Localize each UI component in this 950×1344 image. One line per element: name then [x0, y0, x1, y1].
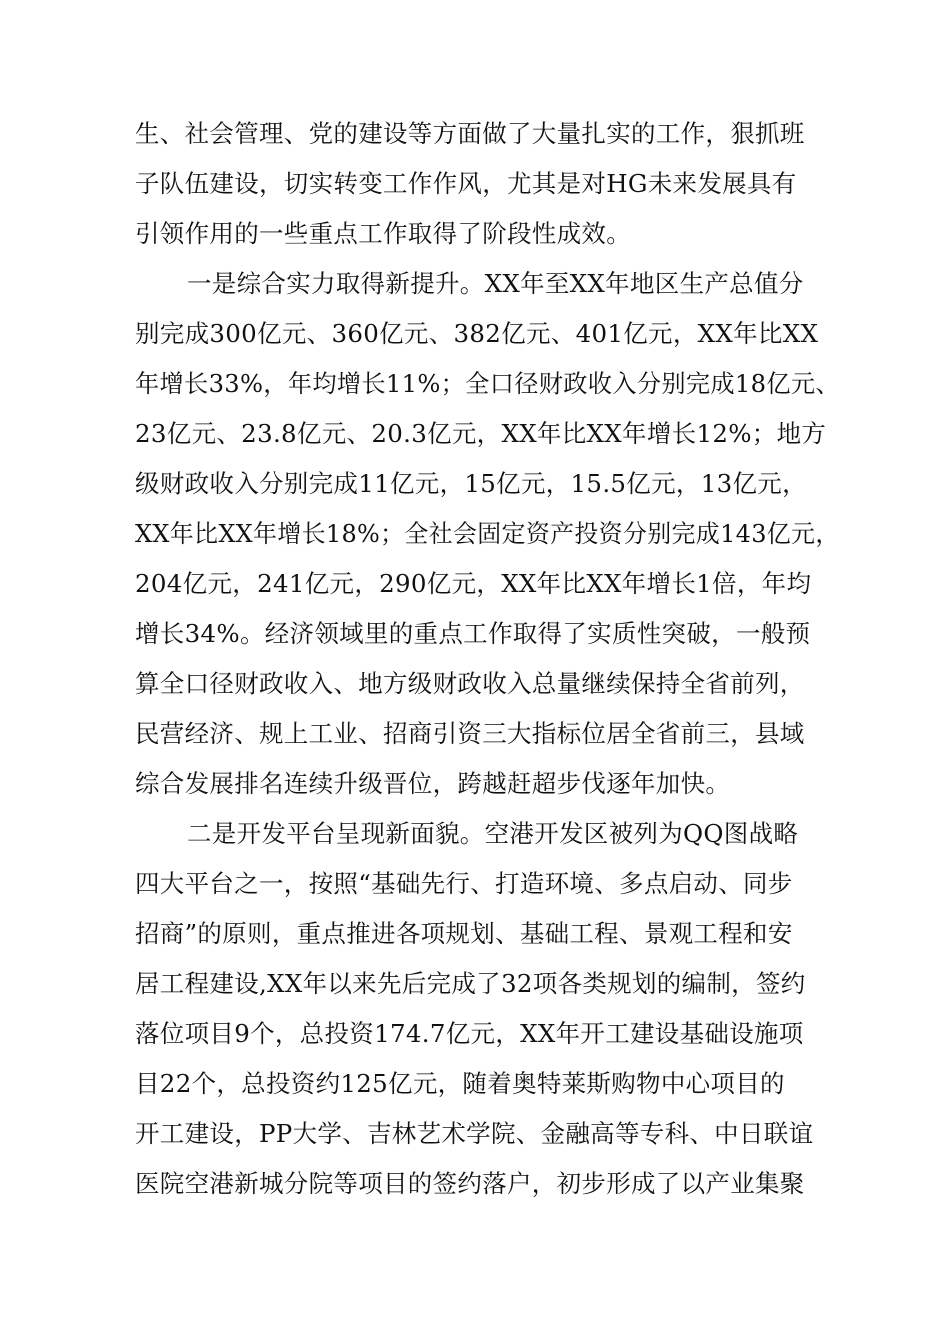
text-line-6: 年增长33%，年均增长11%；全口径财政收入分别完成18亿元、 [135, 369, 840, 398]
text-line-17: 招商”的原则，重点推进各项规划、基础工程、景观工程和安 [135, 919, 793, 948]
text-line-1: 生、社会管理、党的建设等方面做了大量扎实的工作，狠抓班 [135, 119, 805, 148]
text-line-12: 算全口径财政收入、地方级财政收入总量继续保持全省前列， [135, 669, 805, 698]
text-line-10: 204亿元，241亿元，290亿元，XX年比XX年增长1倍，年均 [135, 569, 812, 598]
text-line-13: 民营经济、规上工业、招商引资三大指标位居全省前三，县域 [135, 719, 805, 748]
text-line-3: 引领作用的一些重点工作取得了阶段性成效。 [135, 219, 631, 248]
text-line-11: 增长34%。经济领域里的重点工作取得了实质性突破，一般预 [135, 619, 811, 648]
text-line-22: 医院空港新城分院等项目的签约落户，初步形成了以产业集聚 [135, 1169, 805, 1198]
text-line-8: 级财政收入分别完成11亿元，15亿元，15.5亿元，13亿元， [135, 469, 807, 498]
text-line-5: 别完成300亿元、360亿元、382亿元、401亿元，XX年比XX [135, 319, 819, 348]
text-line-7: 23亿元、23.8亿元、20.3亿元，XX年比XX年增长12%；地方 [135, 419, 827, 448]
text-line-16: 四大平台之一，按照“基础先行、打造环境、多点启动、同步 [135, 869, 793, 898]
text-line-9: XX年比XX年增长18%；全社会固定资产投资分别完成143亿元， [135, 519, 840, 548]
paragraph-2-first-line: 二是开发平台呈现新面貌。空港开发区被列为QQ图战略 [187, 819, 799, 848]
text-line-20: 目22个，总投资约125亿元，随着奥特莱斯购物中心项目的 [135, 1069, 785, 1098]
text-line-14: 综合发展排名连续升级晋位，跨越赶超步伐逐年加快。 [135, 769, 731, 798]
text-line-18: 居工程建设,XX年以来先后完成了32项各类规划的编制，签约 [135, 969, 806, 998]
text-line-2: 子队伍建设，切实转变工作作风，尤其是对HG未来发展具有 [135, 169, 797, 198]
text-line-21: 开工建设，PP大学、吉林艺术学院、金融高等专科、中日联谊 [135, 1119, 814, 1148]
text-line-19: 落位项目9个，总投资174.7亿元，XX年开工建设基础设施项 [135, 1019, 804, 1048]
paragraph-1-first-line: 一是综合实力取得新提升。XX年至XX年地区生产总值分 [187, 269, 804, 298]
